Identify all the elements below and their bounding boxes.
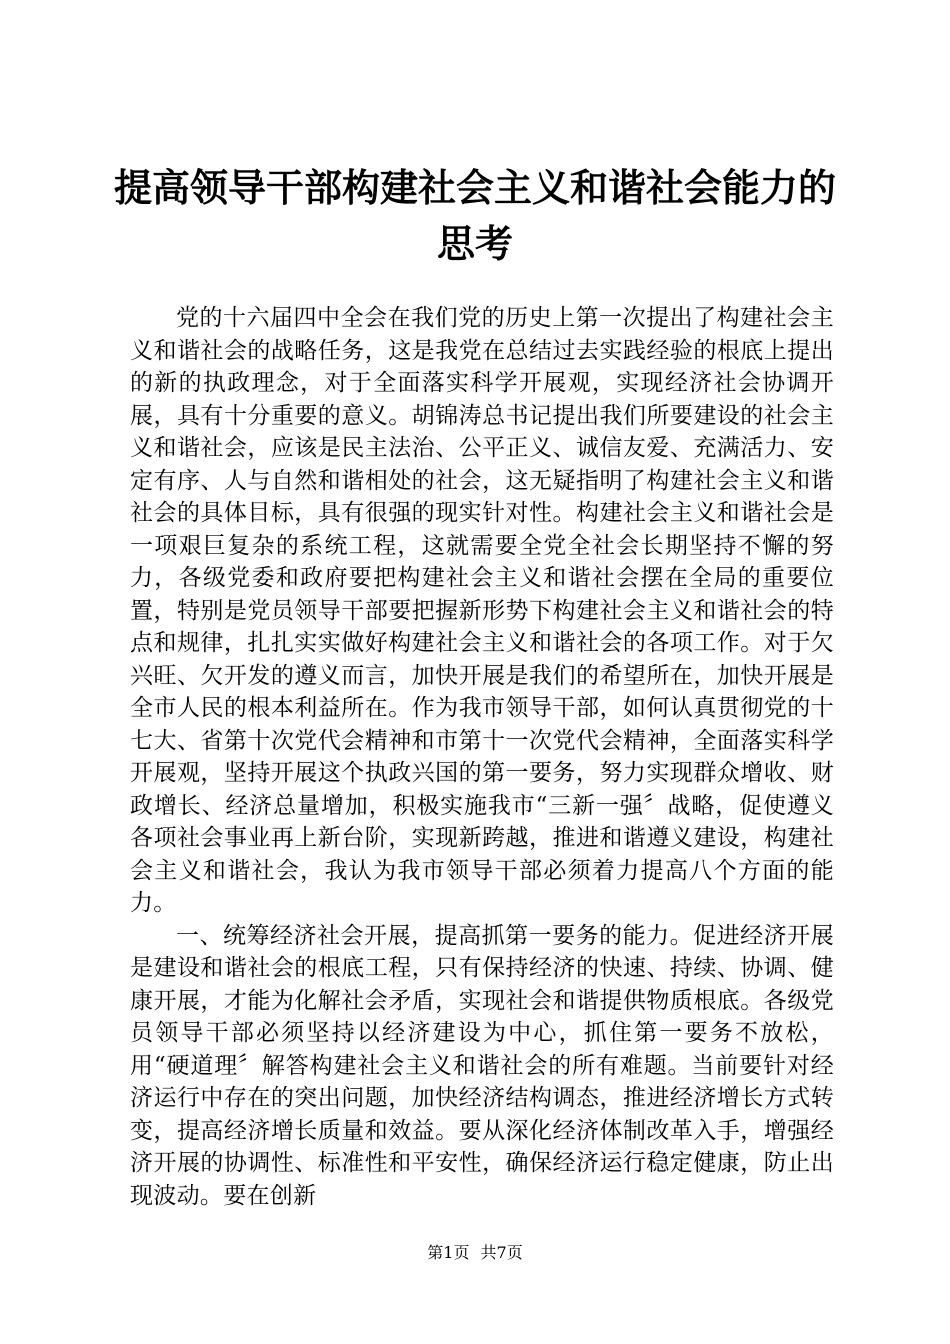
paragraph-intro: 党的十六届四中全会在我们党的历史上第一次提出了构建社会主义和谐社会的战略任务，这是我党在总结过去实践经验的根底上提出的新的执政理念，对于全面落实科学开展观，实现经济社会协调开展，具有十分重要的意义。胡锦涛总书记提出我们所要建设的社会主义和谐社会，应该是民主法治、公平正义、诚信友爱、充满活力、安定有序、人与自然和谐相处的社会，这无疑指明了构建社会主义和谐社会的具体目标，具有很强的现实针对性。构建社会主义和谐社会是一项艰巨复杂的系统工程，这就需要全党全社会长期坚持不懈的努力，各级党委和政府要把构建社会主义和谐社会摆在全局的重要位置，特别是党员领导干部要把握新形势下构建社会主义和谐社会的特点和规律，扎扎实实做好构建社会主义和谐社会的各项工作。对于欠兴旺、欠开发的遵义而言，加快开展是我们的希望所在，加快开展是全市人民的根本利益所在。作为我市领导干部，如何认真贯彻党的十七大、省第十次党代会精神和市第十一次党代会精神，全面落实科学开展观，坚持开展这个执政兴国的第一要务，努力实现群众增收、财政增长、经济总量增加，积极实施我市“三新一强〞战略，促使遵义各项社会事业再上新台阶，实现新跨越，推进和谐遵义建设，构建社会主义和谐社会，我认为我市领导干部必须着力提高八个方面的能力。	[130, 305, 834, 916]
document-title: 提高领导干部构建社会主义和谐社会能力的思考	[113, 165, 836, 266]
paragraph-section-one: 一、统筹经济社会开展，提高抓第一要务的能力。促进经济开展是建设和谐社会的根底工程，只有保持经济的快速、持续、协调、健康开展，才能为化解社会矛盾，实现社会和谐提供物质根底。各级党员领导干部必须坚持以经济建设为中心，抓住第一要务不放松，用“硬道理〞解答构建社会主义和谐社会的所有难题。当前要针对经济运行中存在的突出问题，加快经济结构调态，推进经济增长方式转变，提高经济增长质量和效益。要从深化经济体制改革入手，增强经济开展的协调性、标准性和平安性，确保经济运行稳定健康，防止出现波动。要在创新	[130, 922, 834, 1209]
page-number-current: 第1页	[427, 1243, 470, 1262]
document-body	[130, 302, 834, 1212]
page-footer	[0, 1243, 950, 1263]
page-number-total: 共7页	[480, 1243, 523, 1262]
